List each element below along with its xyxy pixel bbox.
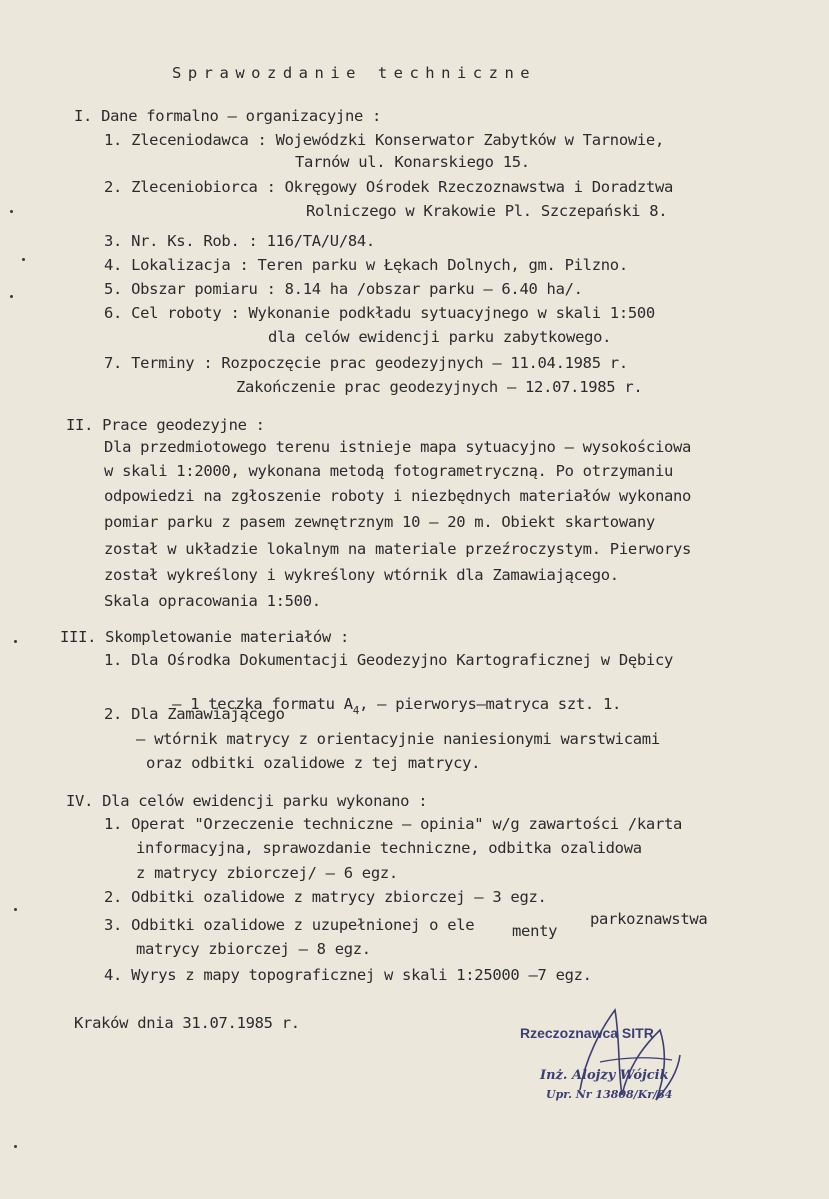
section-4-heading: IV. Dla celów ewidencji parku wykonano : [66, 792, 428, 810]
section-2-line: został wykreślony i wykreślony wtórnik dla Zamawiającego. [104, 566, 619, 584]
stamp-role: Rzeczoznawca SITR [520, 1025, 654, 1041]
section-4-line: matrycy zbiorczej – 8 egz. [136, 940, 371, 958]
section-3-line-part: – 1 teczka formatu A [172, 695, 353, 713]
stamp-number: Upr. Nr 13808/Kr/84 [546, 1088, 673, 1101]
margin-speck [22, 258, 25, 261]
section-2-line: Dla przedmiotowego terenu istnieje mapa sytuacyjno – wysokościowa [104, 438, 692, 456]
margin-speck [10, 295, 13, 298]
section-3-line: oraz odbitki ozalidowe z tej matrycy. [146, 754, 481, 772]
section-4-line: parkoznawstwa [590, 910, 708, 928]
section-3-line-part: , – pierworys–matryca szt. 1. [359, 695, 622, 713]
section-4-line: informacyjna, sprawozdanie techniczne, odbitka ozalidowa [136, 839, 642, 857]
margin-speck [14, 1145, 17, 1148]
section-4-line: 2. Odbitki ozalidowe z matrycy zbiorczej – 3 egz. [104, 888, 547, 906]
section-4-line: 4. Wyrys z mapy topograficznej w skali 1:25000 –7 egz. [104, 966, 592, 984]
section-4-line: z matrycy zbiorczej/ – 6 egz. [136, 864, 398, 882]
margin-speck [14, 640, 17, 643]
section-1-line: 5. Obszar pomiaru : 8.14 ha /obszar parku – 6.40 ha/. [104, 280, 583, 298]
section-3-heading: III. Skompletowanie materiałów : [60, 628, 350, 646]
section-1-heading: I. Dane formalno – organizacyjne : [74, 107, 382, 125]
section-1-line: 6. Cel roboty : Wykonanie podkładu sytuacyjnego w skali 1:500 [104, 304, 655, 322]
section-1-line: 4. Lokalizacja : Teren parku w Łękach Dolnych, gm. Pilzno. [104, 256, 628, 274]
subscript: 4 [352, 704, 360, 717]
section-4-line: menty [512, 922, 558, 940]
section-1-line: Tarnów ul. Konarskiego 15. [295, 153, 530, 171]
section-1-line: 7. Terminy : Rozpoczęcie prac geodezyjnych – 11.04.1985 r. [104, 354, 628, 372]
section-2-line: pomiar parku z pasem zewnętrznym 10 – 20 m. Obiekt skartowany [104, 513, 655, 531]
section-3-line: 1. Dla Ośrodka Dokumentacji Geodezyjno Kartograficznej w Dębicy [104, 651, 674, 669]
section-3-line: – wtórnik matrycy z orientacyjnie naniesionymi warstwicami [136, 730, 660, 748]
section-1-line: 1. Zleceniodawca : Wojewódzki Konserwator Zabytków w Tarnowie, [104, 131, 664, 149]
section-4-line: 1. Operat "Orzeczenie techniczne – opinia" w/g zawartości /karta [104, 815, 683, 833]
section-4-line: 3. Odbitki ozalidowe z uzupełnionej o ele [104, 916, 475, 934]
stamp-name: Inż. Alojzy Wójcik [540, 1068, 669, 1083]
section-1-line: dla celów ewidencji parku zabytkowego. [268, 328, 612, 346]
section-2-line: Skala opracowania 1:500. [104, 592, 321, 610]
section-1-line: 3. Nr. Ks. Rob. : 116/TA/U/84. [104, 232, 375, 250]
section-3-line: 2. Dla Zamawiającego [104, 705, 285, 723]
section-2-line: został w układzie lokalnym na materiale przeźroczystym. Pierworys [104, 540, 692, 558]
signature [560, 1000, 700, 1110]
section-1-line: 2. Zleceniobiorca : Okręgowy Ośrodek Rzeczoznawstwa i Doradztwa [104, 178, 674, 196]
document-title: Sprawozdanie techniczne [172, 64, 537, 82]
margin-speck [10, 210, 13, 213]
section-1-line: Zakończenie prac geodezyjnych – 12.07.1985 r. [236, 378, 643, 396]
margin-speck [14, 908, 17, 911]
section-2-line: w skali 1:2000, wykonana metodą fotogrametryczną. Po otrzymaniu [104, 462, 674, 480]
section-1-line: Rolniczego w Krakowie Pl. Szczepański 8. [306, 202, 668, 220]
section-2-line: odpowiedzi na zgłoszenie roboty i niezbędnych materiałów wykonano [104, 487, 692, 505]
place-and-date: Kraków dnia 31.07.1985 r. [74, 1014, 300, 1032]
section-2-heading: II. Prace geodezyjne : [66, 416, 265, 434]
